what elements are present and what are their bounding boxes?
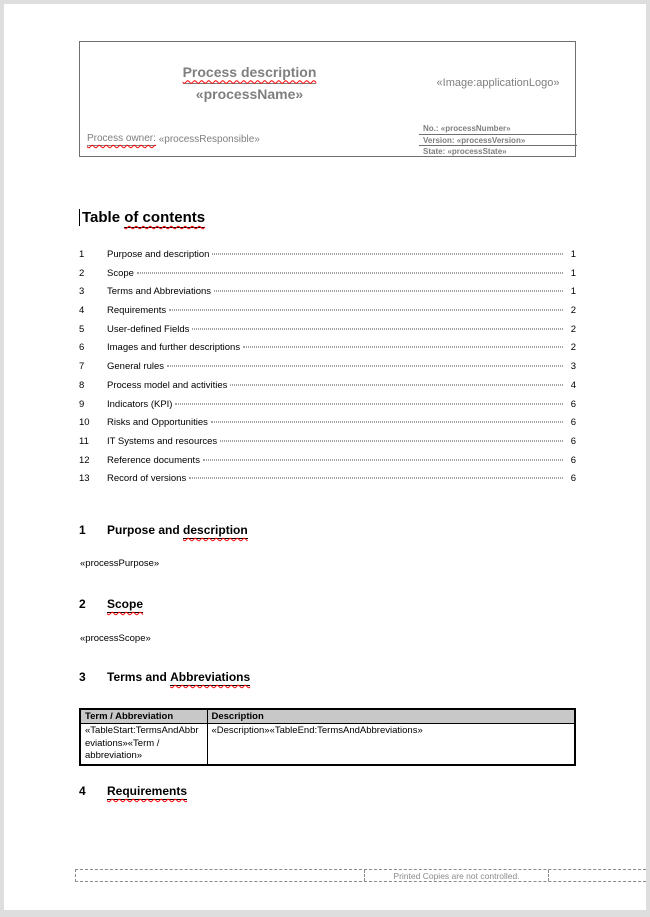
terms-table-header-term: Term / Abbreviation bbox=[80, 709, 207, 724]
section-title-marked: Requirements bbox=[107, 784, 188, 798]
toc-leader-dots bbox=[220, 440, 563, 441]
toc-entry-label: Requirements bbox=[107, 305, 167, 317]
toc-entry-number: 4 bbox=[79, 305, 85, 317]
section-number: 3 bbox=[79, 670, 86, 684]
toc-entry-page: 2 bbox=[570, 323, 576, 335]
toc-entry-number: 2 bbox=[79, 267, 85, 279]
toc-entry[interactable] bbox=[79, 342, 576, 361]
toc-heading-marked: of contents bbox=[124, 209, 206, 226]
toc-entry-page: 6 bbox=[570, 398, 576, 410]
toc-entry-page: 3 bbox=[570, 361, 576, 373]
toc-entry[interactable] bbox=[79, 268, 576, 287]
footer-note-cell bbox=[365, 870, 549, 881]
toc-leader-dots bbox=[175, 403, 563, 404]
section-heading-terms bbox=[79, 670, 576, 686]
section-heading-purpose bbox=[79, 523, 576, 539]
process-scope-field: «processScope» bbox=[80, 633, 151, 644]
toc-entry-label: Images and further descriptions bbox=[107, 342, 241, 354]
header-title-cell bbox=[80, 42, 419, 123]
section-heading-requirements bbox=[79, 784, 576, 800]
toc-entry-label: Risks and Opportunities bbox=[107, 417, 208, 429]
header-state-row: State: «processState» bbox=[419, 145, 577, 156]
term-merge-field: «TableStart:TermsAndAbbreviations»«Term / abbreviation» bbox=[80, 724, 207, 765]
toc-heading bbox=[79, 209, 205, 228]
toc-entry-page: 6 bbox=[570, 417, 576, 429]
terms-table-header-row bbox=[80, 709, 575, 724]
toc-leader-dots bbox=[203, 459, 563, 460]
toc-entry-page: 2 bbox=[570, 305, 576, 317]
toc-leader-dots bbox=[137, 272, 563, 273]
toc-entry-number: 13 bbox=[79, 473, 90, 485]
toc-leader-dots bbox=[167, 366, 563, 367]
toc-leader-dots bbox=[169, 310, 563, 311]
process-purpose-field: «processPurpose» bbox=[80, 558, 160, 569]
toc-entry-number: 12 bbox=[79, 454, 90, 466]
header-number-row: No.: «processNumber» bbox=[423, 124, 511, 133]
toc-entry-label: IT Systems and resources bbox=[107, 435, 218, 447]
toc-entry[interactable] bbox=[79, 380, 576, 399]
toc-entry-label: Indicators (KPI) bbox=[107, 398, 173, 410]
header-table bbox=[79, 41, 576, 157]
footer-left-cell bbox=[76, 870, 365, 881]
terms-table-header-description: Description bbox=[207, 709, 575, 724]
toc-entry-label: General rules bbox=[107, 361, 165, 373]
application-logo-placeholder: «Image:applicationLogo» bbox=[436, 76, 560, 89]
process-owner-field: «processResponsible» bbox=[155, 134, 260, 145]
toc-entry-number: 10 bbox=[79, 417, 90, 429]
toc-entry[interactable] bbox=[79, 361, 576, 380]
toc-entry-label: Terms and Abbreviations bbox=[107, 286, 212, 298]
toc-entry-number: 5 bbox=[79, 323, 85, 335]
document-title: Process description bbox=[183, 62, 317, 84]
toc-entry[interactable] bbox=[79, 324, 576, 343]
toc-entry-page: 6 bbox=[570, 435, 576, 447]
toc-entry-number: 1 bbox=[79, 249, 85, 260]
footer-right-cell bbox=[549, 870, 646, 881]
toc-entry[interactable] bbox=[79, 286, 576, 305]
toc-entry-page: 6 bbox=[570, 454, 576, 466]
toc-entry-label: Reference documents bbox=[107, 454, 200, 466]
toc-leader-dots bbox=[192, 328, 563, 329]
toc-entry-page: 1 bbox=[570, 267, 576, 279]
toc-entry[interactable] bbox=[79, 399, 576, 418]
toc-entry[interactable] bbox=[79, 455, 576, 474]
section-number: 4 bbox=[79, 784, 86, 798]
footer-note: Printed Copies are not controlled. bbox=[393, 870, 520, 881]
text-cursor bbox=[79, 209, 80, 226]
toc-leader-dots bbox=[211, 422, 563, 423]
section-title-marked: Abbreviations bbox=[170, 670, 251, 684]
document-page[interactable] bbox=[4, 4, 646, 910]
toc-leader-dots bbox=[212, 254, 563, 255]
toc-entry-label: User-defined Fields bbox=[107, 323, 190, 335]
toc-entry-label: Process model and activities bbox=[107, 379, 228, 391]
header-version-row: Version: «processVersion» bbox=[419, 134, 577, 145]
toc-entry-number: 8 bbox=[79, 379, 85, 391]
toc-leader-dots bbox=[189, 478, 563, 479]
description-merge-field: «Description»«TableEnd:TermsAndAbbreviations» bbox=[207, 724, 575, 765]
toc-list bbox=[79, 249, 576, 492]
toc-leader-dots bbox=[214, 291, 563, 292]
toc-entry-label: Record of versions bbox=[107, 473, 187, 485]
process-name-field: «processName» bbox=[195, 85, 304, 102]
toc-entry-page: 2 bbox=[570, 342, 576, 354]
page-footer bbox=[75, 869, 646, 882]
toc-entry-number: 7 bbox=[79, 361, 85, 373]
toc-entry[interactable] bbox=[79, 417, 576, 436]
toc-entry[interactable] bbox=[79, 305, 576, 324]
terms-table-row bbox=[80, 724, 575, 765]
section-number: 2 bbox=[79, 597, 86, 611]
toc-leader-dots bbox=[243, 347, 563, 348]
toc-entry-number: 9 bbox=[79, 398, 85, 410]
toc-entry-page: 6 bbox=[570, 473, 576, 485]
toc-entry-label: Scope bbox=[107, 267, 134, 279]
toc-heading-plain: Table bbox=[82, 209, 125, 226]
section-title-plain: Purpose and bbox=[107, 523, 184, 537]
section-title-plain: Terms and bbox=[107, 670, 171, 684]
section-title-marked: description bbox=[183, 523, 248, 537]
toc-entry-number: 6 bbox=[79, 342, 85, 354]
toc-entry-label: Purpose and description bbox=[107, 249, 210, 260]
section-number: 1 bbox=[79, 523, 86, 537]
terms-abbreviations-table bbox=[79, 708, 576, 766]
toc-entry-number: 11 bbox=[79, 435, 89, 447]
section-title-marked: Scope bbox=[107, 597, 144, 611]
toc-entry-page: 1 bbox=[570, 286, 576, 298]
toc-entry-page: 1 bbox=[570, 249, 576, 260]
header-logo-cell bbox=[419, 42, 577, 123]
section-heading-scope bbox=[79, 597, 576, 613]
process-owner-label: Process owner: bbox=[87, 133, 156, 144]
header-owner-cell bbox=[80, 123, 419, 156]
toc-entry[interactable] bbox=[79, 249, 576, 268]
toc-entry[interactable] bbox=[79, 473, 576, 492]
toc-leader-dots bbox=[230, 384, 563, 385]
toc-entry-page: 4 bbox=[570, 379, 576, 391]
toc-entry[interactable] bbox=[79, 436, 576, 455]
toc-entry-number: 3 bbox=[79, 286, 85, 298]
